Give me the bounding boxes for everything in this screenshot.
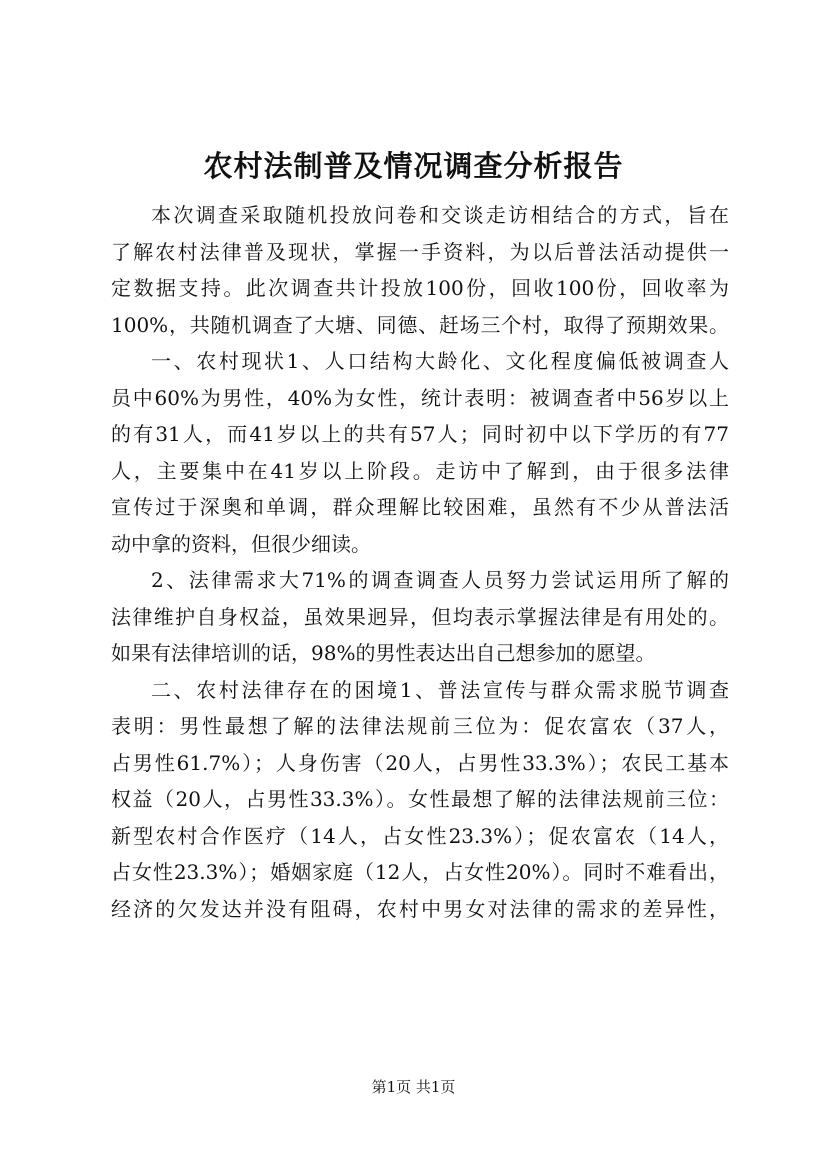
paragraph-line: 法律维护自身权益，虽效果迥异，但均表示掌握法律是有用处的。 [111,604,729,629]
paragraph-line: 本次调查采取随机投放问卷和交谈走访相结合的方式，旨在 [151,203,729,227]
paragraph-line: 二、农村法律存在的困境1、普法宣传与群众需求脱节调查 [151,677,729,702]
paragraph-line: 了解农村法律普及现状，掌握一手资料，为以后普法活动提供一 [111,239,729,264]
paragraph-line: 经济的欠发达并没有阻碍，农村中男女对法律的需求的差异性， [111,896,729,921]
paragraph-line: 人，主要集中在41岁以上阶段。走访中了解到，由于很多法律 [111,458,729,483]
paragraph-line: 动中拿的资料，但很少细读。 [111,531,371,556]
paragraph-line: 一、农村现状1、人口结构大龄化、文化程度偏低被调查人 [151,349,729,373]
paragraph-line: 的有31人，而41岁以上的共有57人；同时初中以下学历的有77 [111,422,729,446]
document-body [111,197,729,927]
paragraph-line: 员中60%为男性，40%为女性，统计表明：被调查者中56岁以上 [111,385,729,410]
paragraph-line: 新型农村合作医疗（14人，占女性23.3%）；促农富农（14人， [111,823,729,848]
paragraph-line: 占女性23.3%）；婚姻家庭（12人，占女性20%）。同时不难看出， [111,860,729,884]
paragraph-line: 占男性61.7%）；人身伤害（20人，占男性33.3%）；农民工基本 [111,750,729,775]
paragraph-line: 宣传过于深奥和单调，群众理解比较困难，虽然有不少从普法活 [111,495,729,519]
paragraph-line: 定数据支持。此次调查共计投放100份，回收100份，回收率为 [111,276,729,300]
page-title: 农村法制普及情况调查分析报告 [203,149,624,183]
paragraph-line: 如果有法律培训的话，98%的男性表达出自己想参加的愿望。 [111,641,656,665]
paragraph-line: 100%，共随机调查了大塘、同德、赶场三个村，取得了预期效果。 [111,312,729,337]
paragraph-line: 2、法律需求大71%的调查调查人员努力尝试运用所了解的 [151,568,729,592]
paragraph-line: 权益（20人，占男性33.3%）。女性最想了解的法律法规前三位： [111,787,729,811]
page-number-footer: 第1页 共1页 [371,1078,456,1096]
paragraph-line: 表明：男性最想了解的法律法规前三位为：促农富农（37人， [111,714,729,738]
